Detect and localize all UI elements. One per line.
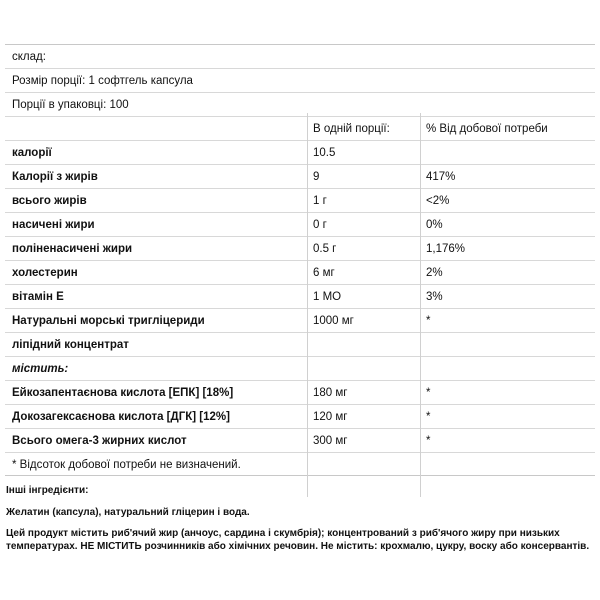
other-ingredients-list: Желатин (капсула), натуральний гліцерин і вода.	[6, 507, 250, 518]
nutrient-name: холестерин	[12, 267, 78, 279]
warning-line-2: температурах. НЕ МІСТИТЬ розчинників або хімічних речовин. Не містить: крохмалю, цукру, воску або консервантів.	[6, 541, 590, 552]
footnote: * Відсоток добової потреби не визначений.	[12, 459, 241, 471]
omega-amount: 180 мг	[313, 387, 348, 399]
servings-per-container-row	[5, 93, 595, 117]
nutrient-amount: 9	[313, 171, 320, 183]
nutrient-row	[5, 333, 595, 357]
warning-line-1: Цей продукт містить риб'ячий жир (анчоус, сардина і скумбрія); концентрований з риб'ячого жиру при низьких	[6, 528, 560, 539]
nutrient-row	[5, 309, 595, 333]
servings-per-container: Порції в упаковці: 100	[12, 99, 129, 111]
omega-name: Всього омега-3 жирних кислот	[12, 435, 187, 447]
nutrient-amount: 1 МО	[313, 291, 342, 303]
contains-row	[5, 357, 595, 381]
omega-dv: *	[426, 411, 431, 423]
other-ingredients-title: Інші інгредієнти:	[6, 485, 89, 496]
omega-row	[5, 429, 595, 453]
nutrient-dv: <2%	[426, 195, 450, 207]
serving-size: Розмір порції: 1 софтгель капсула	[12, 75, 193, 87]
nutrient-name: вітамін Е	[12, 291, 64, 303]
omega-name: Ейкозапентаєнова кислота [ЕПК] [18%]	[12, 387, 234, 399]
composition-row	[5, 45, 595, 69]
nutrient-name: Калорії з жирів	[12, 171, 98, 183]
nutrient-dv: 0%	[426, 219, 443, 231]
nutrient-row	[5, 189, 595, 213]
nutrient-row	[5, 213, 595, 237]
nutrient-name: ліпідний концентрат	[12, 339, 129, 351]
omega-name: Докозагексаєнова кислота [ДГК] [12%]	[12, 411, 230, 423]
omega-dv: *	[426, 387, 431, 399]
nutrient-dv: *	[426, 315, 431, 327]
supplement-facts-panel	[5, 44, 595, 476]
nutrient-dv: 3%	[426, 291, 443, 303]
nutrient-dv: 417%	[426, 171, 456, 183]
per-serving-header: В одній порції:	[313, 123, 390, 135]
column-divider	[307, 113, 308, 497]
omega-amount: 120 мг	[313, 411, 348, 423]
omega-dv: *	[426, 435, 431, 447]
nutrient-amount: 6 мг	[313, 267, 335, 279]
nutrient-name: насичені жири	[12, 219, 95, 231]
nutrient-row	[5, 165, 595, 189]
nutrient-name: поліненасичені жири	[12, 243, 133, 255]
nutrient-row	[5, 237, 595, 261]
nutrient-amount: 0.5 г	[313, 243, 337, 255]
column-header-row	[5, 117, 595, 141]
nutrient-dv: 1,176%	[426, 243, 466, 255]
nutrient-amount: 0 г	[313, 219, 327, 231]
nutrient-name: калорії	[12, 147, 52, 159]
serving-size-row	[5, 69, 595, 93]
omega-amount: 300 мг	[313, 435, 348, 447]
nutrient-row	[5, 141, 595, 165]
composition-label: склад:	[12, 51, 46, 63]
nutrient-amount: 1000 мг	[313, 315, 354, 327]
nutrient-row	[5, 261, 595, 285]
contains-label: містить:	[12, 363, 69, 375]
omega-row	[5, 381, 595, 405]
footnote-row	[5, 453, 595, 475]
nutrient-name: Натуральні морські тригліцериди	[12, 315, 205, 327]
omega-row	[5, 405, 595, 429]
nutrient-dv: 2%	[426, 267, 443, 279]
nutrient-name: всього жирів	[12, 195, 87, 207]
nutrient-amount: 10.5	[313, 147, 336, 159]
daily-value-header: % Від добової потреби	[426, 123, 548, 135]
nutrient-row	[5, 285, 595, 309]
column-divider	[420, 113, 421, 497]
nutrient-amount: 1 г	[313, 195, 327, 207]
